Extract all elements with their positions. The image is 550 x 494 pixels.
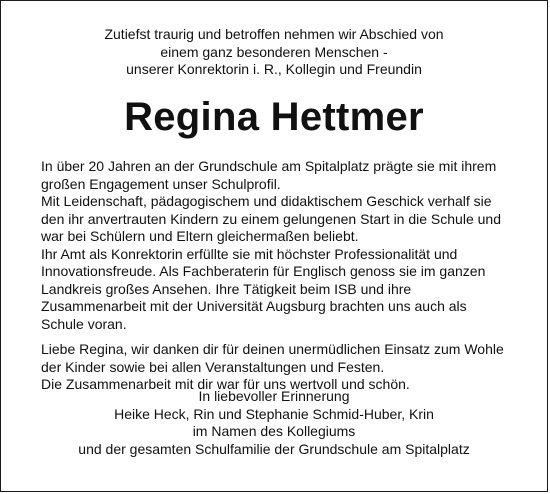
closing-line: In liebevoller Erinnerung <box>198 388 350 404</box>
tribute-text <box>41 158 521 394</box>
intro-line: unserer Konrektorin i. R., Kollegin und Freundin <box>126 61 422 77</box>
intro-line: Zutiefst traurig und betroffen nehmen wir Abschied von <box>104 26 444 42</box>
text-line: Zusammenarbeit mit der Universität Augsburg brachten uns auch als <box>41 298 467 314</box>
closing-line: Heike Heck, Rin und Stephanie Schmid-Huber, Krin <box>114 405 434 422</box>
text-line: In über 20 Jahren an der Grundschule am Spitalplatz prägte sie mit ihrem <box>41 158 497 174</box>
text-line: Schule voran. <box>41 315 127 332</box>
text-line: den ihr anvertrauten Kindern zu einem gelungenen Start in die Schule und <box>41 210 501 227</box>
text-line: Ihr Amt als Konrektorin erfüllte sie mit höchster Professionalität und <box>41 245 458 262</box>
closing-line: im Namen des Kollegiums <box>192 423 356 439</box>
deceased-name: Regina Hettmer <box>124 95 424 139</box>
closing-signature <box>1 388 547 458</box>
text-line: Liebe Regina, wir danken dir für deinen unermüdlichen Einsatz zum Wohle <box>41 341 504 357</box>
intro-text <box>1 26 547 79</box>
paragraph-spacer <box>41 333 521 341</box>
closing-line: und der gesamten Schulfamilie der Grundschule am Spitalplatz <box>78 440 470 457</box>
tribute-paragraph-thanks <box>41 341 521 394</box>
text-line: war bei Schülern und Eltern gleichermaßen beliebt. <box>41 228 359 244</box>
text-line: der Kinder sowie bei allen Veranstaltungen und Festen. <box>41 358 385 375</box>
text-line: Innovationsfreude. Als Fachberaterin für Englisch genoss sie im ganzen <box>41 263 486 279</box>
text-line: Landkreis großes Ansehen. Ihre Tätigkeit beim ISB und ihre <box>41 280 412 297</box>
text-line: großen Engagement unser Schulprofil. <box>41 175 281 192</box>
text-line: Mit Leidenschaft, pädagogischem und didaktischem Geschick verhalf sie <box>41 193 492 209</box>
text-line: Die Zusammenarbeit mit dir war für uns wertvoll und schön. <box>41 376 410 392</box>
tribute-paragraph-career <box>41 158 521 333</box>
intro-line: einem ganz besonderen Menschen - <box>160 43 388 60</box>
